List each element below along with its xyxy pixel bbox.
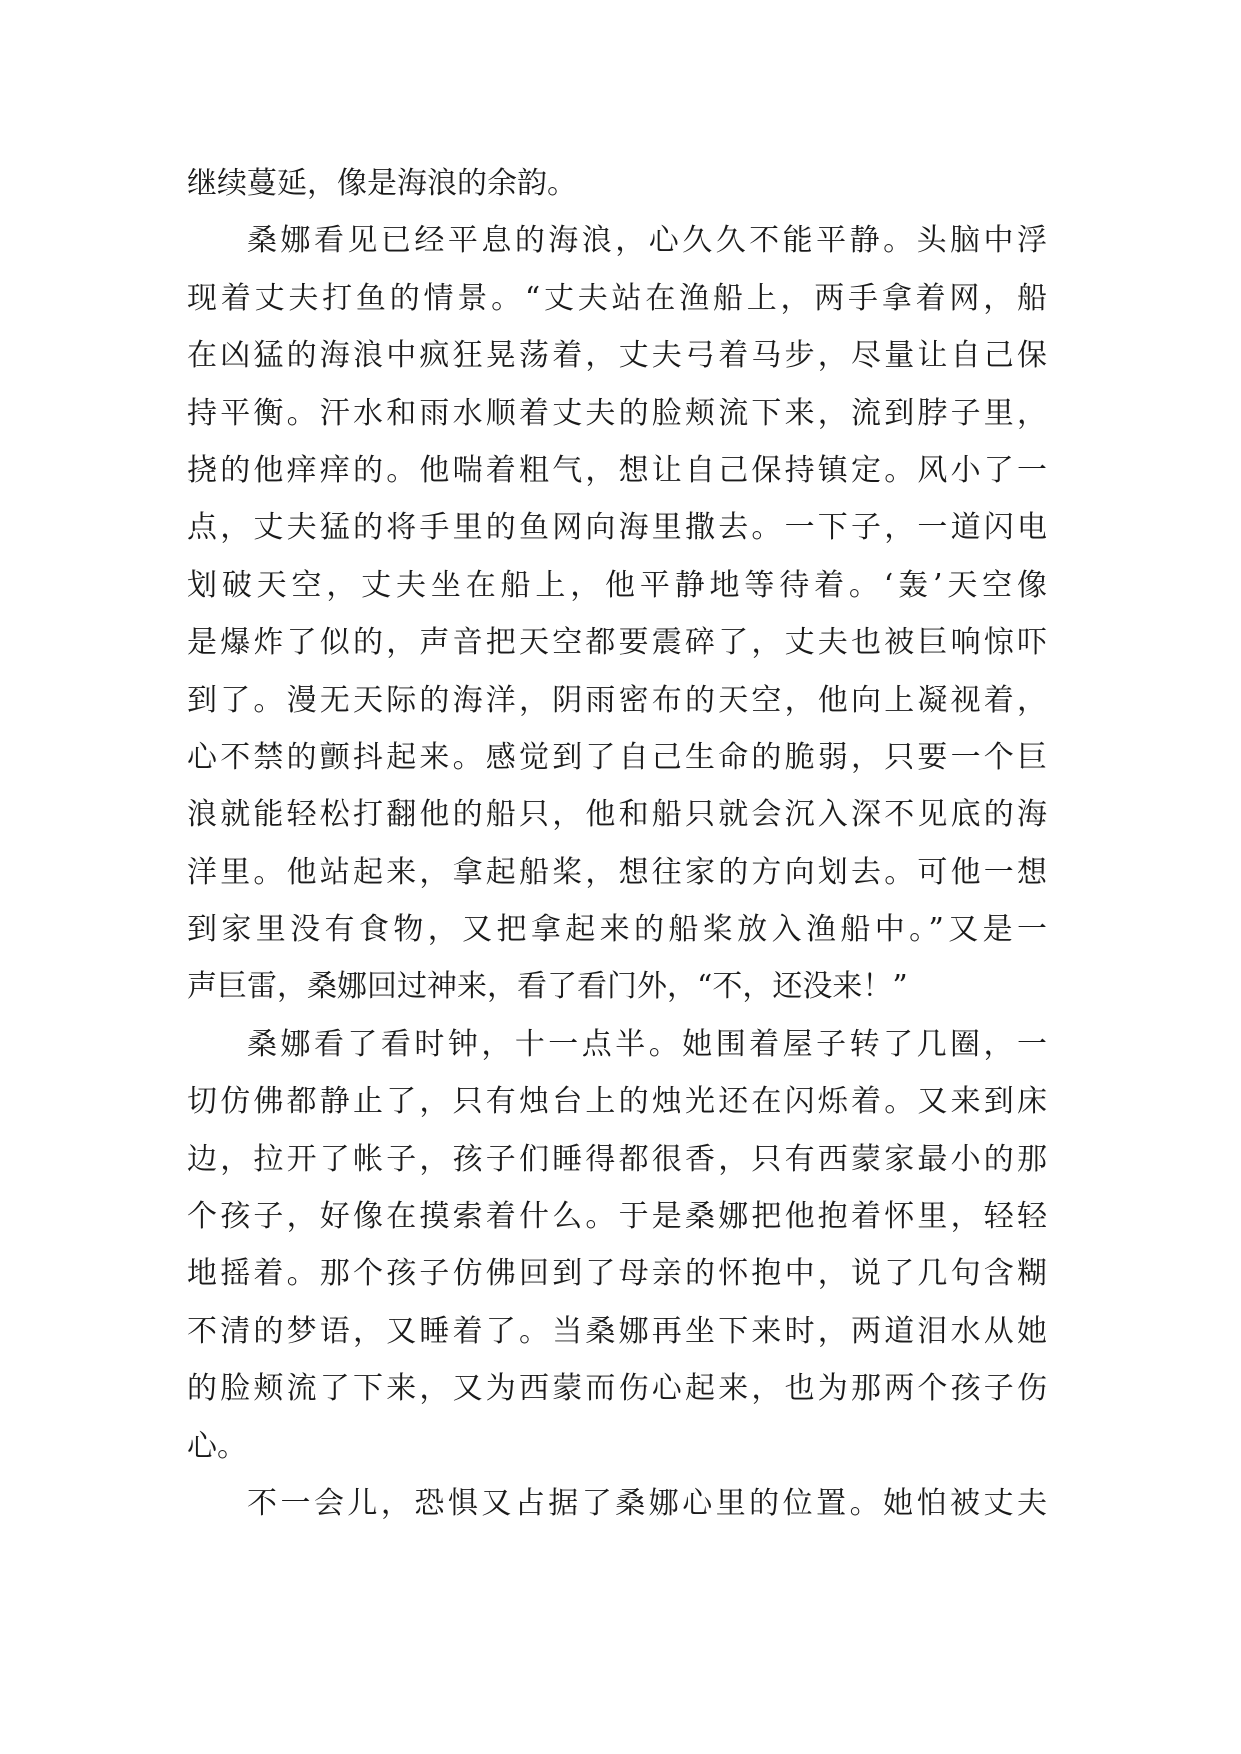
body-text [187, 155, 1047, 1532]
text-line: 在凶猛的海浪中疯狂晃荡着，丈夫弓着马步，尽量让自己保 [187, 338, 1047, 374]
text-line: 不清的梦语，又睡着了。当桑娜再坐下来时，两道泪水从她 [187, 1313, 1047, 1349]
text-line: 心。 [187, 1428, 247, 1464]
text-line: 切仿佛都静止了，只有烛台上的烛光还在闪烁着。又来到床 [187, 1084, 1047, 1120]
text-line: 的脸颊流了下来，又为西蒙而伤心起来，也为那两个孩子伤 [187, 1371, 1047, 1407]
paragraph-first-line: 桑娜看见已经平息的海浪，心久久不能平静。头脑中浮 [247, 223, 1047, 259]
text-line: 洋里。他站起来，拿起船桨，想往家的方向划去。可他一想 [187, 854, 1047, 890]
text-line: 持平衡。汗水和雨水顺着丈夫的脸颊流下来，流到脖子里， [187, 395, 1047, 431]
text-line: 心不禁的颤抖起来。感觉到了自己生命的脆弱，只要一个巨 [187, 739, 1047, 775]
text-line: 浪就能轻松打翻他的船只，他和船只就会沉入深不见底的海 [187, 797, 1047, 833]
paragraph-first-line: 不一会儿，恐惧又占据了桑娜心里的位置。她怕被丈夫 [247, 1485, 1047, 1521]
text-line: 是爆炸了似的，声音把天空都要震碎了，丈夫也被巨响惊吓 [187, 625, 1047, 661]
text-line: 边，拉开了帐子，孩子们睡得都很香，只有西蒙家最小的那 [187, 1141, 1047, 1177]
text-line: 声巨雷，桑娜回过神来，看了看门外，“不，还没来！” [187, 969, 908, 1005]
text-line: 现着丈夫打鱼的情景。“丈夫站在渔船上，两手拿着网，船 [187, 280, 1047, 316]
text-line: 点，丈夫猛的将手里的鱼网向海里撒去。一下子，一道闪电 [187, 510, 1047, 546]
text-line: 地摇着。那个孩子仿佛回到了母亲的怀抱中，说了几句含糊 [187, 1256, 1047, 1292]
text-line: 个孩子，好像在摸索着什么。于是桑娜把他抱着怀里，轻轻 [187, 1199, 1047, 1235]
text-line: 挠的他痒痒的。他喘着粗气，想让自己保持镇定。风小了一 [187, 452, 1047, 488]
text-line: 到家里没有食物，又把拿起来的船桨放入渔船中。”又是一 [187, 912, 1047, 948]
text-line: 继续蔓延，像是海浪的余韵。 [187, 166, 577, 201]
text-line: 到了。漫无天际的海洋，阴雨密布的天空，他向上凝视着， [187, 682, 1047, 718]
text-line: 划破天空，丈夫坐在船上，他平静地等待着。‘轰’天空像 [187, 567, 1047, 603]
paragraph-first-line: 桑娜看了看时钟，十一点半。她围着屋子转了几圈，一 [247, 1026, 1047, 1062]
